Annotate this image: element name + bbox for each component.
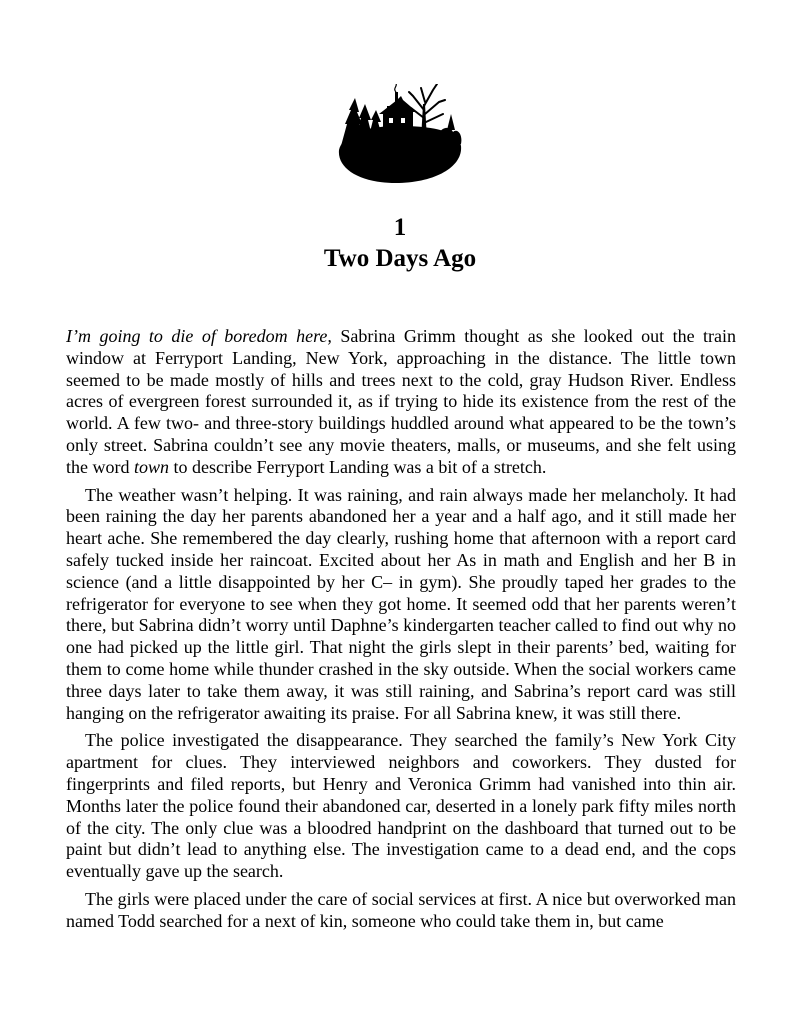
chapter-title: Two Days Ago [323, 245, 477, 272]
italic-word: town [133, 456, 169, 477]
paragraph-1 [66, 326, 736, 479]
paragraph-2: The weather wasn’t helping. It was raining, and rain always made her melancholy. It had been raining the day her parents abandoned her a year and a half ago, and it still made her heart ache. She remembered the day clearly, rushing home that afternoon with a report card safely tucked inside her raincoat. Excited about her As in math and English and her B in science (and a little disappointed by her C– in gym). She proudly taped her grades to the refrigerator for everyone to see when they got home. It seemed odd that her parents weren’t there, but Sabrina didn’t worry until Daphne’s kindergarten teacher called to find out why no one had picked up the little girl. That night the girls slept in their parents’ bed, waiting for them to come home while thunder crashed in the sky outside. When the social workers came three days later to take them away, it was still raining, and Sabrina’s report card was still hanging on the refrigerator awaiting its praise. For all Sabrina knew, it was still there. [66, 484, 736, 723]
italic-lead: I’m going to die of boredom here, [66, 326, 332, 346]
paragraph-text: to describe Ferryport Landing was a bit of a stretch. [169, 456, 547, 477]
haunted-house-on-hill-icon [325, 84, 475, 188]
paragraph-text: Sabrina Grimm thought as she looked out the train window at Ferryport Landing, New York, approaching in the distance. The little town seemed to be made mostly of hills and trees next to the cold, gray Hudson River. Endless acres of evergreen forest surrounded it, as if trying to hide its existence from the rest of the world. A few two- and three-story buildings huddled around what appeared to be the town’s only street. Sabrina couldn’t see any movie theaters, malls, or museums, and she felt using the word [66, 326, 737, 477]
paragraph-4: The girls were placed under the care of social services at first. A nice but overworked man named Todd searched for a next of kin, someone who could take them in, but came [66, 888, 736, 931]
chapter-number: 1 [393, 214, 407, 241]
paragraph-3: The police investigated the disappearance. They searched the family’s New York City apartment for clues. They interviewed neighbors and coworkers. They dusted for fingerprints and filed reports, but Henry and Veronica Grimm had vanished into thin air. Months later the police found their abandoned car, deserted in a lonely park fifty miles north of the city. The only clue was a bloodred handprint on the dashboard that turned out to be paint but didn’t lead to anything else. The investigation came to a dead end, and the cops eventually gave up the search. [66, 730, 736, 882]
chapter-body [66, 326, 736, 933]
